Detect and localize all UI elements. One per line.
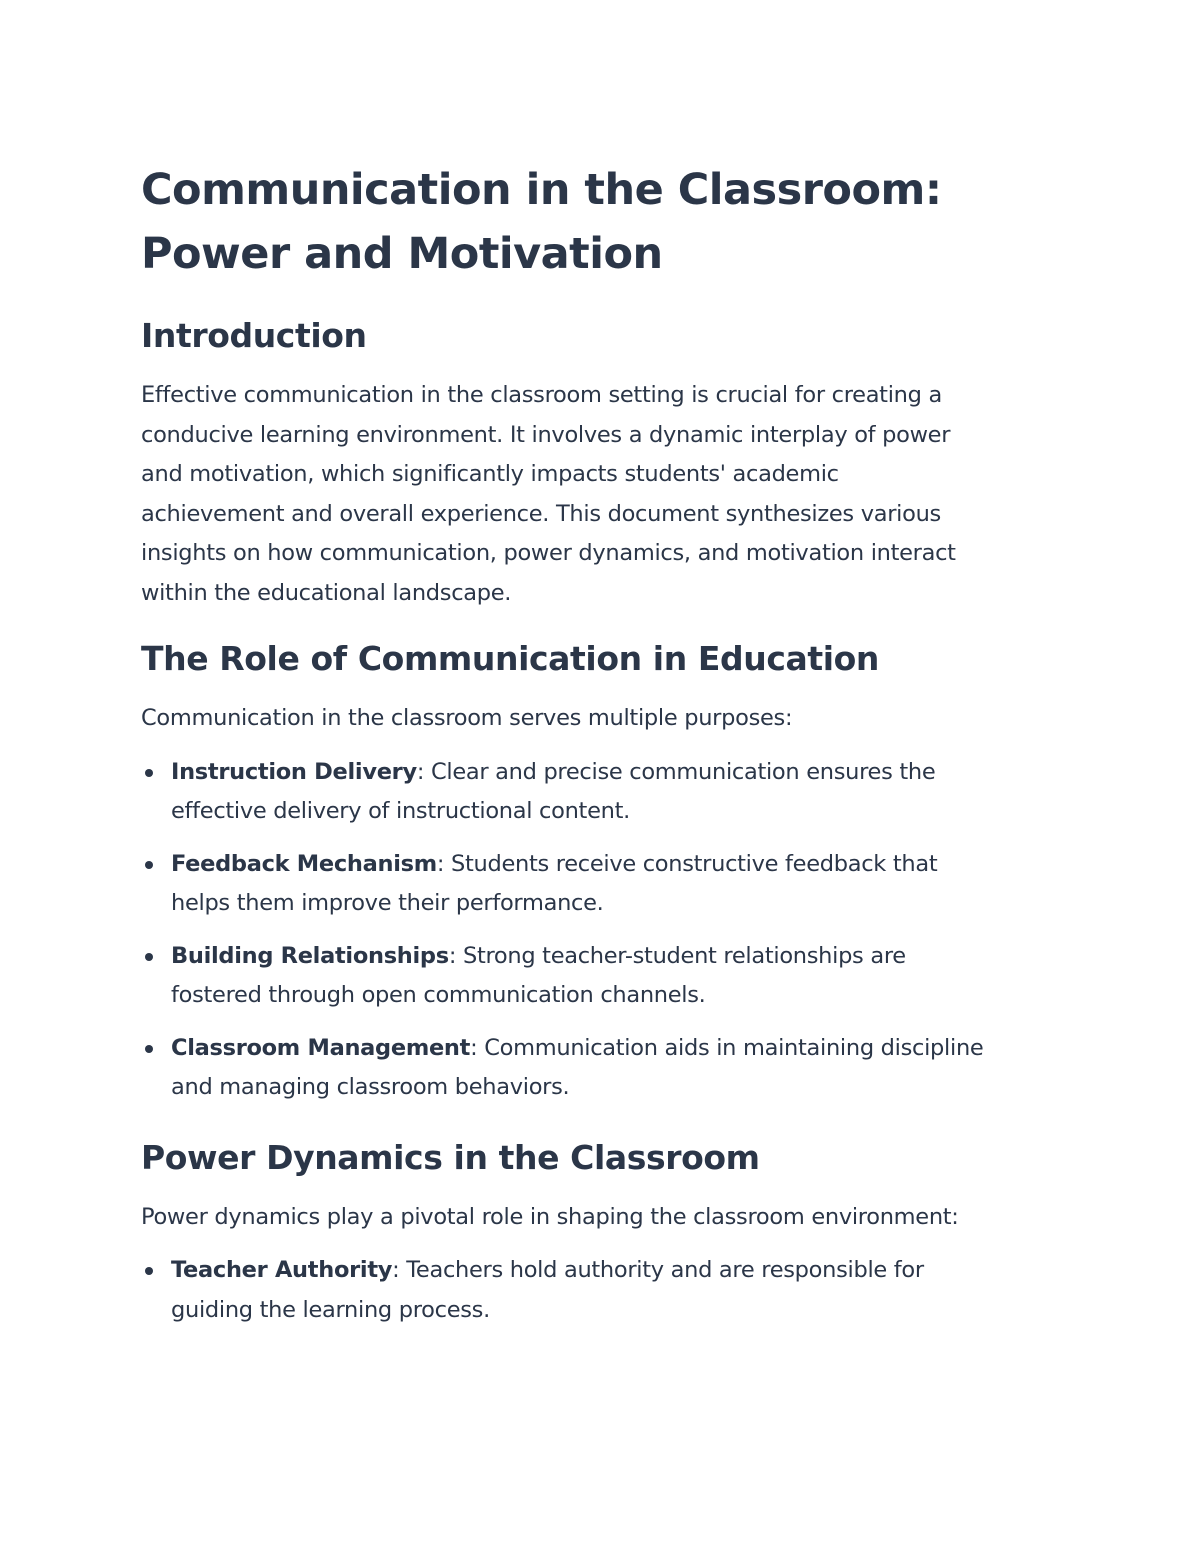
list-item [141, 937, 1071, 1016]
section-heading-role: The Role of Communication in Education [141, 639, 880, 678]
list-item-text: : Communication aids in maintaining discipline [470, 1034, 984, 1061]
power-lead-paragraph [141, 1198, 1071, 1238]
list-item-term: Feedback Mechanism [171, 850, 437, 877]
role-lead-paragraph [141, 699, 1071, 739]
paragraph-line: insights on how communication, power dynamics, and motivation interact [141, 540, 956, 566]
section-heading-power: Power Dynamics in the Classroom [141, 1137, 760, 1177]
paragraph-line: within the educational landscape. [141, 579, 512, 606]
paragraph-line: and motivation, which significantly impacts students' academic [141, 461, 839, 487]
paragraph-line: Power dynamics play a pivotal role in shaping the classroom environment: [141, 1203, 959, 1230]
list-item [141, 753, 1071, 832]
bullet-icon [145, 1267, 153, 1275]
list-item-term: Building Relationships [171, 942, 449, 969]
paragraph-line: Effective communication in the classroom setting is crucial for creating a [141, 382, 942, 408]
power-list [141, 1251, 1071, 1330]
role-list [141, 753, 1071, 1108]
title-line-1: Communication in the Classroom: [141, 165, 942, 215]
list-item-text: and managing classroom behaviors. [171, 1074, 570, 1100]
list-item-text: guiding the learning process. [171, 1296, 490, 1323]
bullet-icon [145, 861, 153, 869]
list-item-text: : Teachers hold authority and are responsible for [392, 1257, 924, 1283]
list-item-term: Instruction Delivery [171, 758, 417, 785]
introduction-paragraph [141, 376, 1071, 613]
paragraph-line: Communication in the classroom serves multiple purposes: [141, 705, 793, 731]
paragraph-line: conducive learning environment. It involves a dynamic interplay of power [141, 421, 951, 448]
list-item [141, 1029, 1071, 1108]
list-item-text: : Strong teacher-student relationships are [448, 942, 906, 969]
list-item-text: effective delivery of instructional content. [171, 798, 630, 824]
bullet-icon [145, 953, 153, 961]
document-title [141, 158, 1071, 286]
list-item-text: fostered through open communication channels. [171, 982, 706, 1008]
list-item-text: : Students receive constructive feedback that [436, 850, 938, 877]
document-page [141, 158, 1071, 1358]
paragraph-line: achievement and overall experience. This document synthesizes various [141, 500, 941, 527]
bullet-icon [145, 769, 153, 777]
list-item-text: helps them improve their performance. [171, 890, 604, 916]
list-item-term: Classroom Management [171, 1034, 471, 1061]
list-item [141, 1251, 1071, 1330]
list-item [141, 845, 1071, 924]
list-item-term: Teacher Authority [171, 1257, 393, 1283]
bullet-icon [145, 1045, 153, 1053]
section-heading-introduction: Introduction [141, 316, 367, 355]
title-line-2: Power and Motivation [141, 229, 663, 279]
list-item-text: : Clear and precise communication ensures the [416, 758, 936, 785]
